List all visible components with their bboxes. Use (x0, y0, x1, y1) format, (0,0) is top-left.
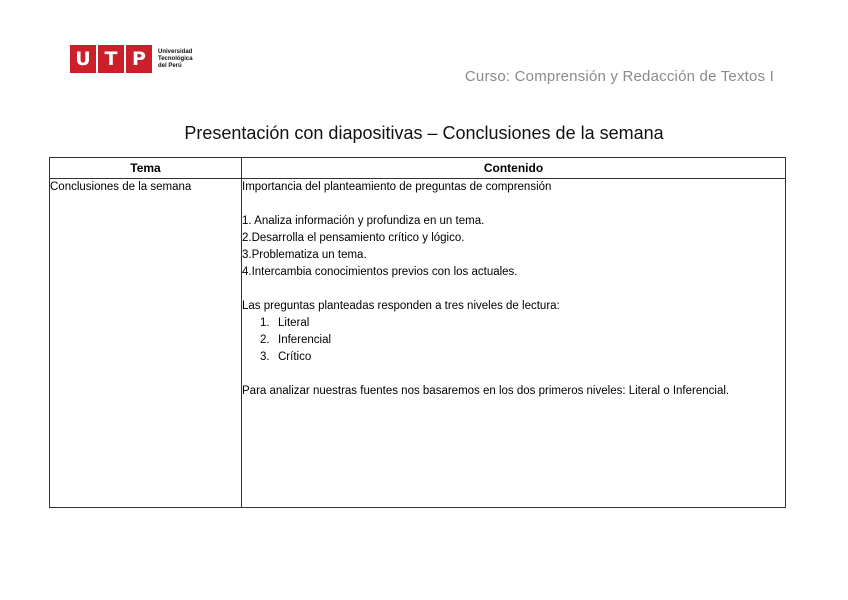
tema-text: Conclusiones de la semana (50, 181, 192, 193)
content-point: 1. Analiza información y profundiza en un tema. (242, 215, 485, 227)
table-header-row (50, 158, 786, 179)
level-number: 3. (260, 351, 270, 363)
level-label: Literal (278, 317, 310, 329)
utp-logo (70, 45, 193, 73)
document-title: Presentación con diapositivas – Conclusiones de la semana (184, 123, 664, 143)
spacer (242, 366, 785, 383)
level-label: Crítico (278, 351, 312, 363)
level-label: Inferencial (278, 334, 332, 346)
course-header: Curso: Comprensión y Redacción de Textos I (464, 68, 774, 85)
logo-text (158, 49, 193, 70)
closing-text: Para analizar nuestras fuentes nos basaremos en los dos primeros niveles: Literal o Inferencial. (242, 385, 730, 397)
content-point: 4.Intercambia conocimientos previos con los actuales. (242, 266, 518, 278)
contenido-cell (242, 179, 786, 508)
conclusions-table (49, 157, 786, 508)
logo-mark (70, 45, 154, 73)
logo-letter: T (98, 45, 124, 73)
level-item (242, 332, 785, 349)
content-point: 2.Desarrolla el pensamiento crítico y lógico. (242, 232, 465, 244)
spacer (242, 196, 785, 213)
spacer (242, 281, 785, 298)
level-item (242, 315, 785, 332)
content-heading: Importancia del planteamiento de preguntas de comprensión (242, 181, 552, 193)
levels-intro: Las preguntas planteadas responden a tres niveles de lectura: (242, 300, 560, 312)
tema-cell (50, 179, 242, 508)
column-header-tema: Tema (50, 158, 242, 179)
logo-letter: P (126, 45, 152, 73)
content-point: 3.Problematiza un tema. (242, 249, 367, 261)
level-number: 1. (260, 317, 270, 329)
column-header-contenido: Contenido (242, 158, 786, 179)
logo-text-line: Tecnológica (158, 55, 193, 62)
logo-text-line: del Perú (158, 62, 182, 69)
table-row (50, 179, 786, 508)
level-number: 2. (260, 334, 270, 346)
logo-letter: U (70, 45, 96, 73)
logo-text-line: Universidad (158, 48, 193, 55)
level-item (242, 349, 785, 366)
